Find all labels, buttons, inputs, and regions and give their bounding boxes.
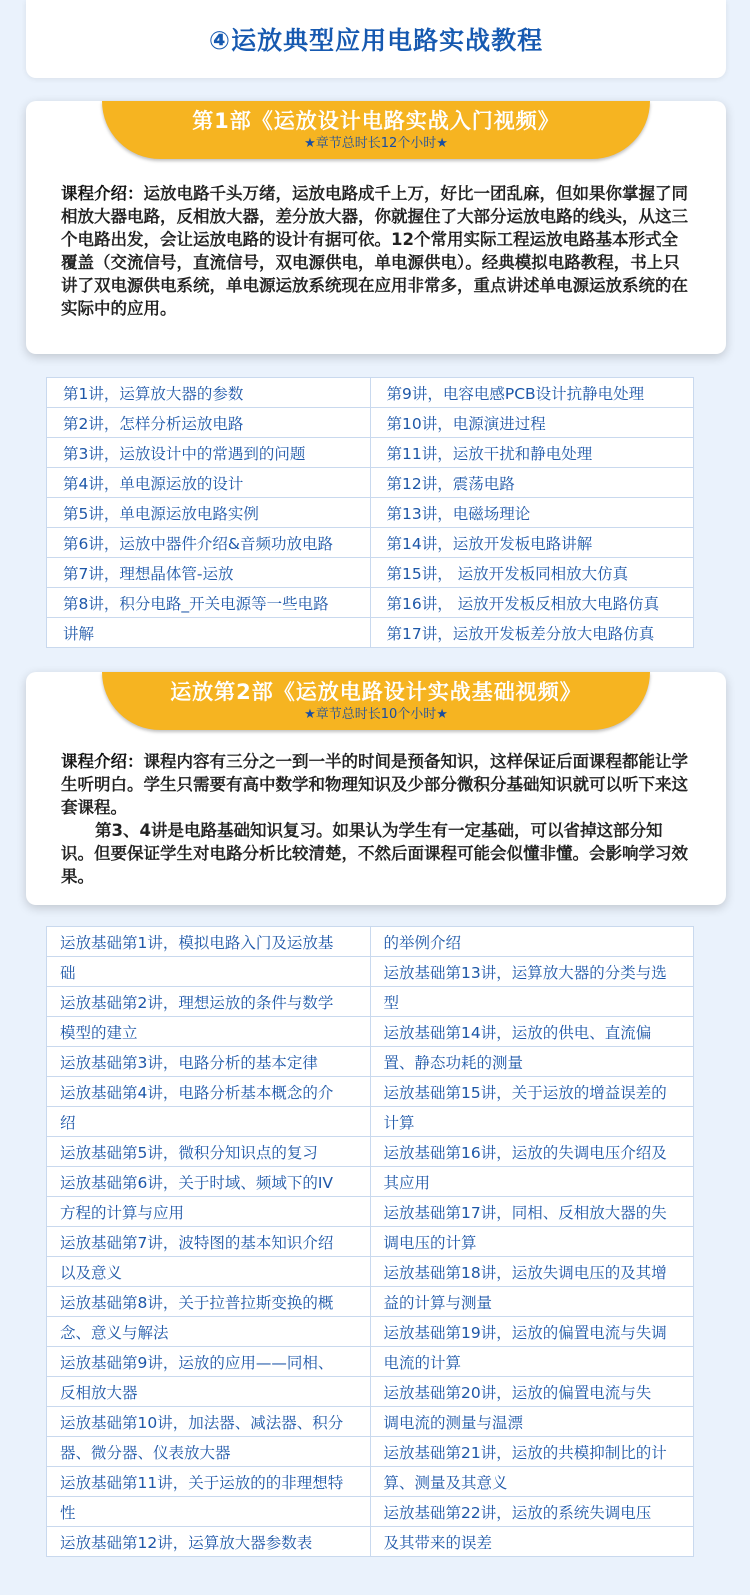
table-row: [47, 378, 694, 408]
lecture-cell-left: 运放基础第2讲，理想运放的条件与数学: [47, 987, 371, 1017]
lecture-cell-right: 调电流的测量与温漂: [370, 1407, 694, 1437]
lecture-cell-left: 第1讲，运算放大器的参数: [47, 378, 371, 408]
table-row: [47, 1467, 694, 1497]
lecture-cell-right: 运放基础第22讲，运放的系统失调电压: [370, 1497, 694, 1527]
lecture-cell-left: 反相放大器: [47, 1377, 371, 1407]
title-card: [26, 0, 726, 78]
lecture-cell-right: 运放基础第21讲，运放的共模抑制比的计: [370, 1437, 694, 1467]
lecture-cell-left: 第8讲，积分电路_开关电源等一些电路: [47, 588, 371, 618]
table-row: [47, 1527, 694, 1557]
part2-subtitle: ★章节总时长10个小时★: [304, 707, 448, 722]
table-row: [47, 1107, 694, 1137]
part2-intro: [61, 750, 693, 888]
lecture-cell-left: 念、意义与解法: [47, 1317, 371, 1347]
table-row: [47, 1077, 694, 1107]
table-row: [47, 1167, 694, 1197]
table-row: [47, 498, 694, 528]
lecture-cell-left: 运放基础第12讲，运算放大器参数表: [47, 1527, 371, 1557]
table-row: [47, 1347, 694, 1377]
lecture-cell-right: 运放基础第16讲，运放的失调电压介绍及: [370, 1137, 694, 1167]
lecture-cell-left: 运放基础第6讲，关于时域、频域下的IV: [47, 1167, 371, 1197]
lecture-cell-left: 运放基础第8讲，关于拉普拉斯变换的概: [47, 1287, 371, 1317]
part2-title: 运放第2部《运放电路设计实战基础视频》: [170, 680, 582, 704]
lecture-cell-left: 运放基础第4讲，电路分析基本概念的介: [47, 1077, 371, 1107]
lecture-cell-right: 置、静态功耗的测量: [370, 1047, 694, 1077]
lecture-cell-left: 讲解: [47, 618, 371, 648]
lecture-cell-left: 第7讲，理想晶体管-运放: [47, 558, 371, 588]
table-row: [47, 1017, 694, 1047]
lecture-cell-right: 运放基础第17讲，同相、反相放大器的失: [370, 1197, 694, 1227]
lecture-cell-right: 运放基础第14讲，运放的供电、直流偏: [370, 1017, 694, 1047]
part2-banner: [102, 672, 650, 730]
table-row: [47, 618, 694, 648]
lecture-cell-right: 运放基础第13讲，运算放大器的分类与选: [370, 957, 694, 987]
lecture-cell-right: 电流的计算: [370, 1347, 694, 1377]
part1-subtitle: ★章节总时长12个小时★: [304, 136, 448, 151]
lecture-cell-left: 运放基础第11讲，关于运放的的非理想特: [47, 1467, 371, 1497]
table-row: [47, 1497, 694, 1527]
table-row: [47, 957, 694, 987]
part1-intro: [61, 182, 693, 320]
table-row: [47, 588, 694, 618]
lecture-cell-left: 运放基础第9讲，运放的应用——同相、: [47, 1347, 371, 1377]
lecture-cell-right: 第17讲，运放开发板差分放大电路仿真: [370, 618, 694, 648]
part2-card: [26, 672, 726, 905]
lecture-cell-left: 础: [47, 957, 371, 987]
table-row: [47, 927, 694, 957]
lecture-cell-left: 运放基础第3讲，电路分析的基本定律: [47, 1047, 371, 1077]
lecture-cell-right: 第10讲，电源演进过程: [370, 408, 694, 438]
lecture-cell-right: 第12讲，震荡电路: [370, 468, 694, 498]
lecture-cell-right: 第9讲，电容电感PCB设计抗静电处理: [370, 378, 694, 408]
lecture-cell-right: 第15讲， 运放开发板同相放大仿真: [370, 558, 694, 588]
table-row: [47, 1197, 694, 1227]
table-row: [47, 438, 694, 468]
lecture-cell-left: 运放基础第5讲，微积分知识点的复习: [47, 1137, 371, 1167]
table-row: [47, 1377, 694, 1407]
page-title: ④运放典型应用电路实战教程: [208, 26, 544, 55]
lecture-cell-left: 运放基础第1讲，模拟电路入门及运放基: [47, 927, 371, 957]
table-row: [47, 1317, 694, 1347]
lecture-cell-left: 以及意义: [47, 1257, 371, 1287]
lecture-cell-right: 第11讲，运放干扰和静电处理: [370, 438, 694, 468]
lecture-cell-left: 运放基础第10讲，加法器、减法器、积分: [47, 1407, 371, 1437]
lecture-cell-right: 调电压的计算: [370, 1227, 694, 1257]
lecture-cell-right: 其应用: [370, 1167, 694, 1197]
table-row: [47, 528, 694, 558]
table-row: [47, 1437, 694, 1467]
lecture-cell-left: 第4讲，单电源运放的设计: [47, 468, 371, 498]
part1-intro-label: 课程介绍：: [61, 184, 144, 203]
lecture-cell-left: 方程的计算与应用: [47, 1197, 371, 1227]
part1-lecture-table: [46, 377, 694, 648]
table-row: [47, 558, 694, 588]
part2-intro-text2: 第3、4讲是电路基础知识复习。如果认为学生有一定基础，可以省掉这部分知识。但要保证学生对电路分析比较清楚，不然后面课程可能会似懂非懂。会影响学习效果。: [61, 821, 688, 886]
table-row: [47, 468, 694, 498]
lecture-cell-left: 第3讲，运放设计中的常遇到的问题: [47, 438, 371, 468]
table-row: [47, 408, 694, 438]
part2-lecture-table: [46, 926, 694, 1557]
lecture-cell-left: 性: [47, 1497, 371, 1527]
lecture-cell-left: 第2讲，怎样分析运放电路: [47, 408, 371, 438]
lecture-cell-left: 运放基础第7讲，波特图的基本知识介绍: [47, 1227, 371, 1257]
table-row: [47, 1287, 694, 1317]
lecture-cell-left: 绍: [47, 1107, 371, 1137]
table-row: [47, 1227, 694, 1257]
lecture-cell-left: 第6讲，运放中器件介绍&音频功放电路: [47, 528, 371, 558]
table-row: [47, 987, 694, 1017]
lecture-cell-right: 第13讲，电磁场理论: [370, 498, 694, 528]
table-row: [47, 1137, 694, 1167]
part1-banner: [102, 101, 650, 159]
part1-intro-text: 运放电路千头万绪，运放电路成千上万，好比一团乱麻，但如果你掌握了同相放大器电路，反相放大器，差分放大器，你就握住了大部分运放电路的线头，从这三个电路出发，会让运放电路的设计有据可依。12个常用实际工程运放电路基本形式全覆盖（交流信号，直流信号，双电源供电，单电源供电）。经典模拟电路教程，书上只讲了双电源供电系统，单电源运放系统现在应用非常多，重点讲述单电源运放系统的在实际中的应用。: [61, 184, 688, 318]
lecture-cell-left: 第5讲，单电源运放电路实例: [47, 498, 371, 528]
lecture-cell-right: 第16讲， 运放开发板反相放大电路仿真: [370, 588, 694, 618]
table-row: [47, 1407, 694, 1437]
part1-card: [26, 101, 726, 354]
lecture-cell-left: 器、微分器、仪表放大器: [47, 1437, 371, 1467]
lecture-cell-left: 模型的建立: [47, 1017, 371, 1047]
lecture-cell-right: 的举例介绍: [370, 927, 694, 957]
lecture-cell-right: 益的计算与测量: [370, 1287, 694, 1317]
lecture-cell-right: 型: [370, 987, 694, 1017]
lecture-cell-right: 及其带来的误差: [370, 1527, 694, 1557]
lecture-cell-right: 计算: [370, 1107, 694, 1137]
lecture-cell-right: 运放基础第18讲，运放失调电压的及其增: [370, 1257, 694, 1287]
lecture-cell-right: 运放基础第20讲，运放的偏置电流与失: [370, 1377, 694, 1407]
lecture-cell-right: 算、测量及其意义: [370, 1467, 694, 1497]
part1-title: 第1部《运放设计电路实战入门视频》: [192, 109, 560, 133]
lecture-cell-right: 运放基础第15讲，关于运放的增益误差的: [370, 1077, 694, 1107]
table-row: [47, 1257, 694, 1287]
lecture-cell-right: 运放基础第19讲，运放的偏置电流与失调: [370, 1317, 694, 1347]
part2-intro-text: 课程内容有三分之一到一半的时间是预备知识，这样保证后面课程都能让学生听明白。学生只需要有高中数学和物理知识及少部分微积分基础知识就可以听下来这套课程。: [61, 752, 688, 817]
table-row: [47, 1047, 694, 1077]
part2-intro-label: 课程介绍：: [61, 752, 144, 771]
lecture-cell-right: 第14讲，运放开发板电路讲解: [370, 528, 694, 558]
